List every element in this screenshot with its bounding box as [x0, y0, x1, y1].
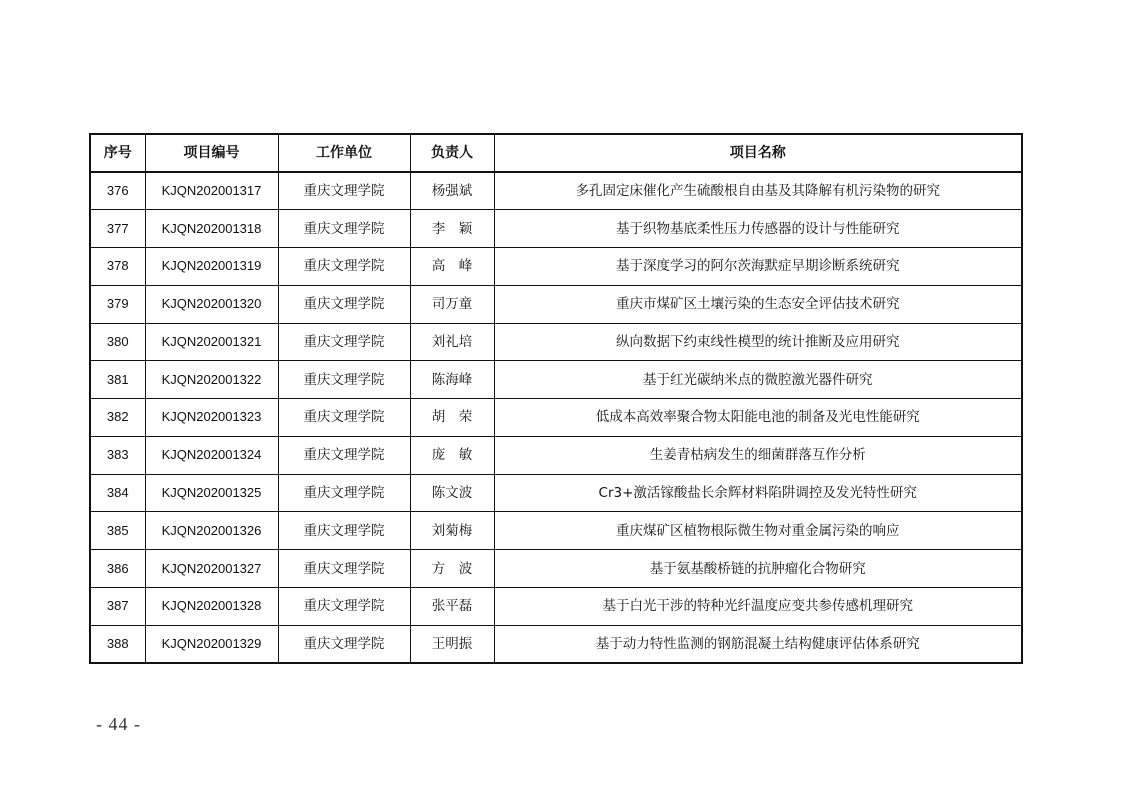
cell-seq: 384	[90, 474, 145, 512]
cell-seq: 382	[90, 399, 145, 437]
cell-project-name: 基于白光干涉的特种光纤温度应变共参传感机理研究	[494, 587, 1022, 625]
header-project-name: 项目名称	[494, 134, 1022, 172]
cell-leader: 刘菊梅	[410, 512, 494, 550]
cell-work-unit: 重庆文理学院	[278, 436, 410, 474]
cell-work-unit: 重庆文理学院	[278, 587, 410, 625]
cell-seq: 377	[90, 210, 145, 248]
cell-work-unit: 重庆文理学院	[278, 474, 410, 512]
table-row	[90, 361, 1022, 399]
table-row	[90, 323, 1022, 361]
cell-leader: 张平磊	[410, 587, 494, 625]
cell-seq: 387	[90, 587, 145, 625]
cell-leader: 胡 荣	[410, 399, 494, 437]
table-row	[90, 285, 1022, 323]
cell-leader: 王明振	[410, 625, 494, 663]
cell-project-code: KJQN202001327	[145, 550, 278, 588]
cell-work-unit: 重庆文理学院	[278, 323, 410, 361]
header-row	[90, 134, 1022, 172]
cell-leader: 李 颖	[410, 210, 494, 248]
cell-project-code: KJQN202001321	[145, 323, 278, 361]
cell-project-code: KJQN202001320	[145, 285, 278, 323]
cell-project-code: KJQN202001319	[145, 248, 278, 286]
cell-seq: 380	[90, 323, 145, 361]
cell-project-code: KJQN202001328	[145, 587, 278, 625]
table-row	[90, 474, 1022, 512]
cell-work-unit: 重庆文理学院	[278, 512, 410, 550]
cell-seq: 381	[90, 361, 145, 399]
cell-project-code: KJQN202001326	[145, 512, 278, 550]
cell-work-unit: 重庆文理学院	[278, 550, 410, 588]
cell-leader: 方 波	[410, 550, 494, 588]
cell-leader: 陈文波	[410, 474, 494, 512]
cell-leader: 刘礼培	[410, 323, 494, 361]
cell-leader: 杨强斌	[410, 172, 494, 210]
table-body	[90, 172, 1022, 663]
cell-project-code: KJQN202001325	[145, 474, 278, 512]
header-seq: 序号	[90, 134, 145, 172]
cell-seq: 378	[90, 248, 145, 286]
cell-project-code: KJQN202001324	[145, 436, 278, 474]
cell-work-unit: 重庆文理学院	[278, 285, 410, 323]
cell-project-name: 基于深度学习的阿尔茨海默症早期诊断系统研究	[494, 248, 1022, 286]
cell-leader: 高 峰	[410, 248, 494, 286]
table-row	[90, 399, 1022, 437]
cell-work-unit: 重庆文理学院	[278, 399, 410, 437]
cell-leader: 庞 敏	[410, 436, 494, 474]
header-project-code: 项目编号	[145, 134, 278, 172]
table-row	[90, 550, 1022, 588]
cell-seq: 379	[90, 285, 145, 323]
cell-project-code: KJQN202001317	[145, 172, 278, 210]
cell-project-name: 基于织物基底柔性压力传感器的设计与性能研究	[494, 210, 1022, 248]
header-leader: 负责人	[410, 134, 494, 172]
table-row	[90, 248, 1022, 286]
cell-work-unit: 重庆文理学院	[278, 248, 410, 286]
cell-seq: 383	[90, 436, 145, 474]
table-row	[90, 436, 1022, 474]
table-row	[90, 172, 1022, 210]
cell-seq: 376	[90, 172, 145, 210]
cell-project-name: 基于动力特性监测的钢筋混凝土结构健康评估体系研究	[494, 625, 1022, 663]
cell-project-code: KJQN202001322	[145, 361, 278, 399]
cell-project-name: 基于红光碳纳米点的微腔激光器件研究	[494, 361, 1022, 399]
cell-project-name: Cr3+激活镓酸盐长余辉材料陷阱调控及发光特性研究	[494, 474, 1022, 512]
cell-work-unit: 重庆文理学院	[278, 210, 410, 248]
header-work-unit: 工作单位	[278, 134, 410, 172]
cell-project-name: 生姜青枯病发生的细菌群落互作分析	[494, 436, 1022, 474]
table-row	[90, 210, 1022, 248]
cell-project-name: 重庆煤矿区植物根际微生物对重金属污染的响应	[494, 512, 1022, 550]
cell-project-code: KJQN202001318	[145, 210, 278, 248]
cell-leader: 陈海峰	[410, 361, 494, 399]
table-row	[90, 625, 1022, 663]
table-header	[90, 134, 1022, 172]
cell-seq: 386	[90, 550, 145, 588]
cell-project-name: 纵向数据下约束线性模型的统计推断及应用研究	[494, 323, 1022, 361]
cell-seq: 385	[90, 512, 145, 550]
table-row	[90, 587, 1022, 625]
project-table	[89, 133, 1023, 664]
table-row	[90, 512, 1022, 550]
cell-project-name: 基于氨基酸桥链的抗肿瘤化合物研究	[494, 550, 1022, 588]
cell-leader: 司万童	[410, 285, 494, 323]
cell-project-name: 低成本高效率聚合物太阳能电池的制备及光电性能研究	[494, 399, 1022, 437]
cell-work-unit: 重庆文理学院	[278, 625, 410, 663]
cell-project-name: 重庆市煤矿区土壤污染的生态安全评估技术研究	[494, 285, 1022, 323]
cell-work-unit: 重庆文理学院	[278, 172, 410, 210]
cell-project-code: KJQN202001329	[145, 625, 278, 663]
page-number: - 44 -	[96, 714, 141, 734]
cell-project-name: 多孔固定床催化产生硫酸根自由基及其降解有机污染物的研究	[494, 172, 1022, 210]
cell-work-unit: 重庆文理学院	[278, 361, 410, 399]
cell-project-code: KJQN202001323	[145, 399, 278, 437]
cell-seq: 388	[90, 625, 145, 663]
